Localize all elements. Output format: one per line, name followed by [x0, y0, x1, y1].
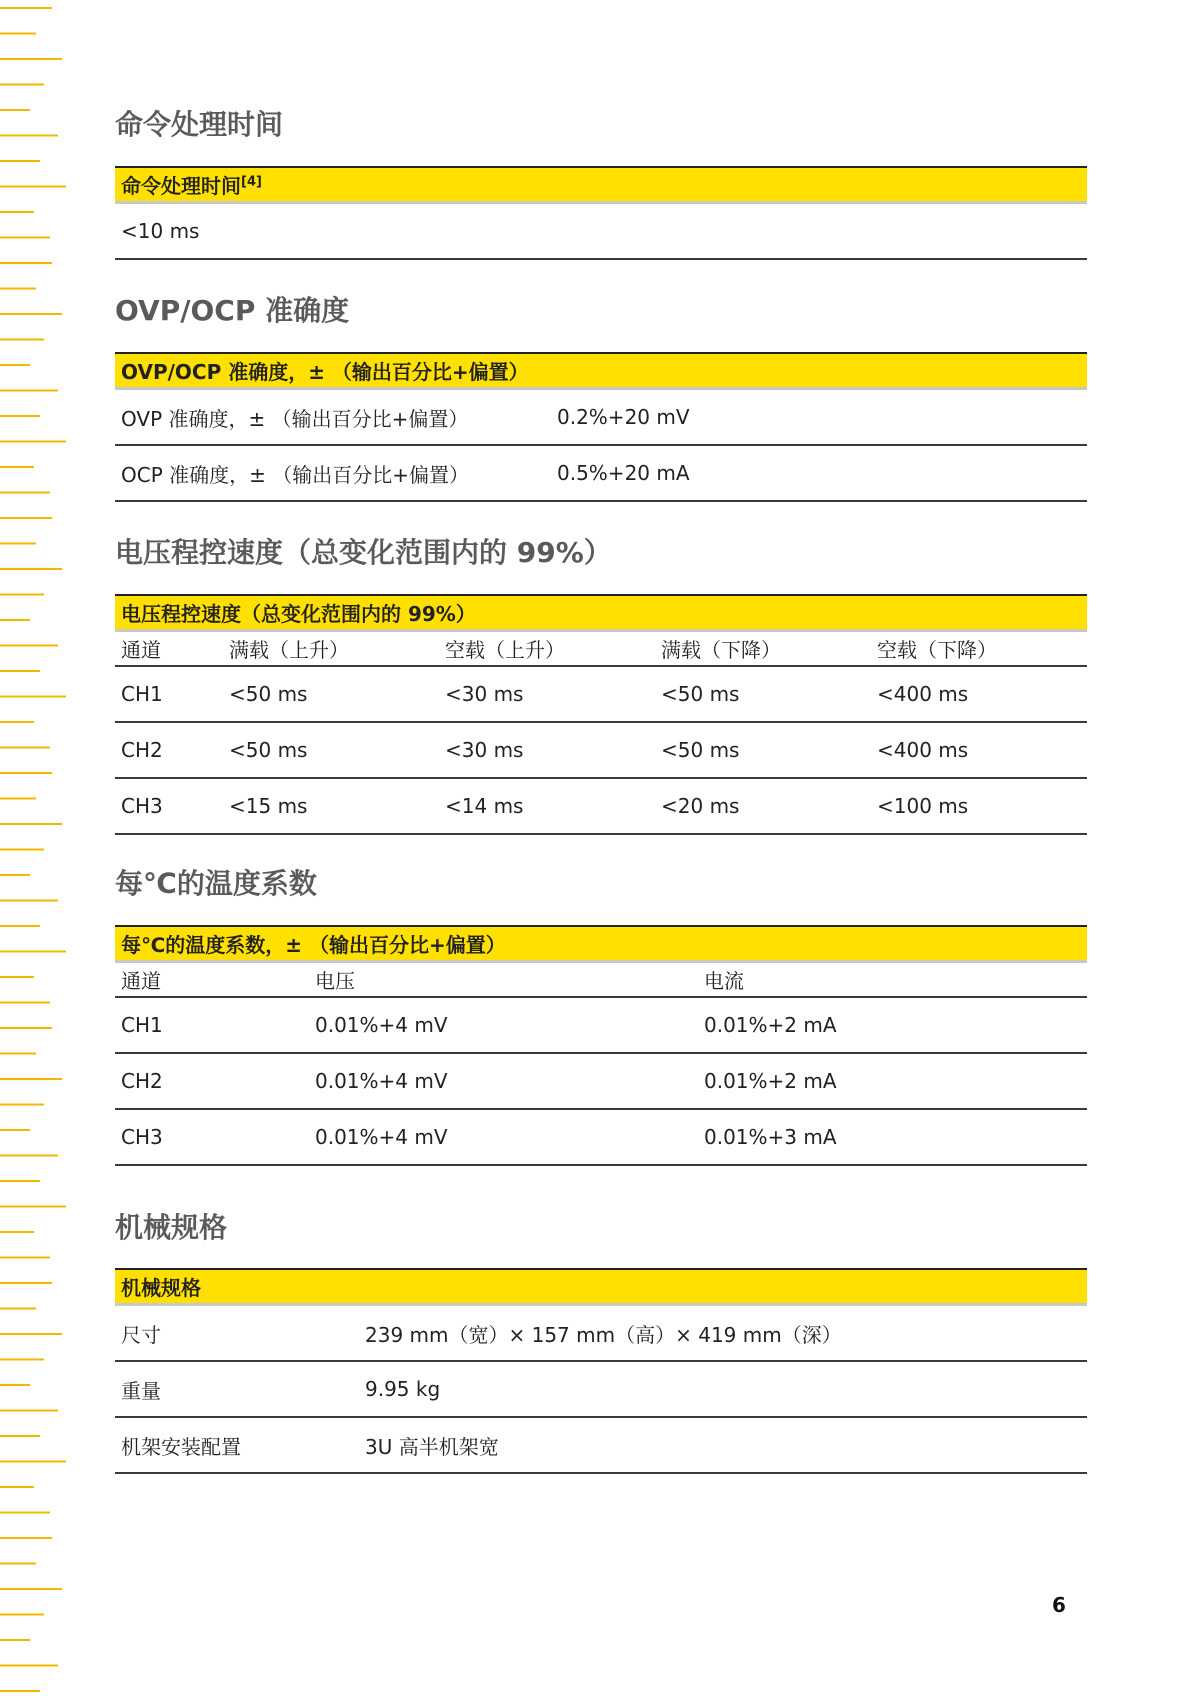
table-header-text: 命令处理时间 [121, 174, 241, 198]
stripe-line [0, 1384, 30, 1386]
column-header: 满载（上升） [223, 631, 439, 667]
table-cell: 0.01%+4 mV [309, 1109, 698, 1165]
table-cell: <20 ms [655, 778, 871, 834]
section-title-ovp-ocp: OVP/OCP 准确度 [115, 294, 350, 327]
table-row [115, 1305, 1087, 1362]
section-title-temperature-coefficient: 每℃的温度系数 [115, 867, 317, 900]
table-cell: 0.01%+4 mV [309, 997, 698, 1053]
table-cell: 3U 高半机架宽 [359, 1417, 1087, 1473]
column-header-row [115, 962, 1087, 998]
column-header: 电压 [309, 962, 698, 998]
stripe-line [0, 492, 50, 494]
column-header: 通道 [115, 631, 223, 667]
table-row [115, 1361, 1087, 1417]
stripe-line [0, 1486, 34, 1488]
column-header: 电流 [698, 962, 1087, 998]
stripe-line [0, 670, 40, 672]
stripe-line [0, 1333, 62, 1335]
stripe-line [0, 33, 36, 35]
stripe-line [0, 1512, 50, 1514]
stripe-line [0, 288, 36, 290]
stripe-line [0, 262, 52, 264]
stripe-line [0, 721, 34, 723]
table-cell: 9.95 kg [359, 1361, 1087, 1417]
table-row [115, 203, 1087, 260]
table-header-cell: 电压程控速度（总变化范围内的 99%） [115, 595, 1087, 631]
page-number: 6 [1052, 1593, 1066, 1617]
stripe-line [0, 390, 58, 392]
table-cell: <400 ms [871, 722, 1087, 778]
stripe-line [0, 109, 30, 111]
column-header: 满载（下降） [655, 631, 871, 667]
column-header: 空载（上升） [439, 631, 655, 667]
table-mechanical [115, 1268, 1087, 1474]
stripe-line [0, 1410, 58, 1412]
table-ovp-ocp [115, 352, 1087, 502]
table-row [115, 778, 1087, 834]
stripe-line [0, 951, 66, 953]
stripe-line [0, 1078, 62, 1080]
stripe-line [0, 1639, 30, 1641]
stripe-line [0, 1002, 50, 1004]
stripe-line [0, 1155, 58, 1157]
stripe-line [0, 160, 40, 162]
stripe-line [0, 84, 44, 86]
stripe-line [0, 1537, 52, 1539]
stripe-line [0, 517, 52, 519]
table-cell: CH2 [115, 722, 223, 778]
table-cell: <50 ms [223, 666, 439, 722]
table-cell: 尺寸 [115, 1305, 359, 1362]
stripe-line [0, 339, 44, 341]
table-cell: 0.01%+4 mV [309, 1053, 698, 1109]
table-voltage-programming-speed [115, 594, 1087, 835]
stripe-line [0, 568, 62, 570]
stripe-line [0, 798, 36, 800]
stripe-line [0, 313, 62, 315]
table-row [115, 722, 1087, 778]
stripe-line [0, 696, 66, 698]
stripe-line [0, 594, 44, 596]
stripe-line [0, 1027, 52, 1029]
table-header-row [115, 1269, 1087, 1305]
table-cell: <30 ms [439, 666, 655, 722]
stripe-line [0, 1690, 40, 1692]
stripe-line [0, 135, 58, 137]
table-cell: <100 ms [871, 778, 1087, 834]
table-header-cell [115, 167, 1087, 203]
stripe-line [0, 415, 40, 417]
table-header-cell: OVP/OCP 准确度，± （输出百分比+偏置） [115, 353, 1087, 389]
stripe-line [0, 900, 58, 902]
table-row [115, 1053, 1087, 1109]
table-header-cell: 机械规格 [115, 1269, 1087, 1305]
stripe-line [0, 1206, 66, 1208]
table-cell: <400 ms [871, 666, 1087, 722]
table-command-time [115, 166, 1087, 260]
table-cell: <15 ms [223, 778, 439, 834]
table-header-row [115, 595, 1087, 631]
section-title-voltage-programming-speed: 电压程控速度（总变化范围内的 99%） [115, 536, 612, 569]
table-cell: OVP 准确度，± （输出百分比+偏置） [115, 389, 551, 446]
stripe-line [0, 1231, 34, 1233]
section-title-command-time: 命令处理时间 [115, 108, 284, 141]
table-cell: CH3 [115, 778, 223, 834]
column-header-row [115, 631, 1087, 667]
stripe-line [0, 1435, 40, 1437]
stripe-line [0, 874, 30, 876]
stripe-line [0, 1308, 36, 1310]
table-cell: 重量 [115, 1361, 359, 1417]
stripe-line [0, 1129, 30, 1131]
table-header-cell: 每℃的温度系数，± （输出百分比+偏置） [115, 926, 1087, 962]
table-cell: OCP 准确度，± （输出百分比+偏置） [115, 445, 551, 501]
table-row [115, 997, 1087, 1053]
table-cell: 0.01%+3 mA [698, 1109, 1087, 1165]
stripe-line [0, 1563, 36, 1565]
table-cell: <14 ms [439, 778, 655, 834]
stripe-line [0, 1588, 62, 1590]
stripe-line [0, 1053, 36, 1055]
table-cell: CH3 [115, 1109, 309, 1165]
stripe-line [0, 1180, 40, 1182]
stripe-line [0, 186, 66, 188]
stripe-line [0, 211, 34, 213]
table-header-row [115, 167, 1087, 203]
column-header: 通道 [115, 962, 309, 998]
side-stripe-decoration [0, 0, 72, 1696]
table-cell: <10 ms [115, 203, 1087, 260]
table-row [115, 1417, 1087, 1473]
table-header-row [115, 926, 1087, 962]
stripe-line [0, 619, 30, 621]
stripe-line [0, 7, 52, 9]
table-row [115, 445, 1087, 501]
stripe-line [0, 1614, 44, 1616]
stripe-line [0, 1359, 44, 1361]
stripe-line [0, 1104, 44, 1106]
stripe-line [0, 237, 50, 239]
table-temperature-coefficient [115, 925, 1087, 1166]
table-cell: 0.01%+2 mA [698, 1053, 1087, 1109]
stripe-line [0, 543, 36, 545]
section-title-mechanical: 机械规格 [115, 1211, 228, 1244]
table-cell: 机架安装配置 [115, 1417, 359, 1473]
stripe-line [0, 747, 50, 749]
stripe-line [0, 466, 34, 468]
table-cell: 0.01%+2 mA [698, 997, 1087, 1053]
stripe-line [0, 1461, 66, 1463]
stripe-line [0, 1665, 58, 1667]
stripe-line [0, 645, 58, 647]
stripe-line [0, 441, 66, 443]
stripe-line [0, 1257, 50, 1259]
table-cell: 0.2%+20 mV [551, 389, 1087, 446]
table-cell: <50 ms [655, 666, 871, 722]
stripe-line [0, 849, 44, 851]
table-cell: CH1 [115, 666, 223, 722]
table-cell: CH1 [115, 997, 309, 1053]
table-row [115, 666, 1087, 722]
table-cell: <50 ms [223, 722, 439, 778]
stripe-line [0, 58, 62, 60]
stripe-line [0, 1282, 52, 1284]
table-row [115, 389, 1087, 446]
table-row [115, 1109, 1087, 1165]
column-header: 空载（下降） [871, 631, 1087, 667]
table-cell: <50 ms [655, 722, 871, 778]
stripe-line [0, 823, 62, 825]
table-cell: 0.5%+20 mA [551, 445, 1087, 501]
stripe-line [0, 925, 40, 927]
table-cell: <30 ms [439, 722, 655, 778]
stripe-line [0, 976, 34, 978]
table-header-row [115, 353, 1087, 389]
stripe-line [0, 364, 30, 366]
table-cell: CH2 [115, 1053, 309, 1109]
footnote-ref: [4] [241, 174, 262, 190]
table-cell: 239 mm（宽）× 157 mm（高）× 419 mm（深） [359, 1305, 1087, 1362]
stripe-line [0, 772, 52, 774]
